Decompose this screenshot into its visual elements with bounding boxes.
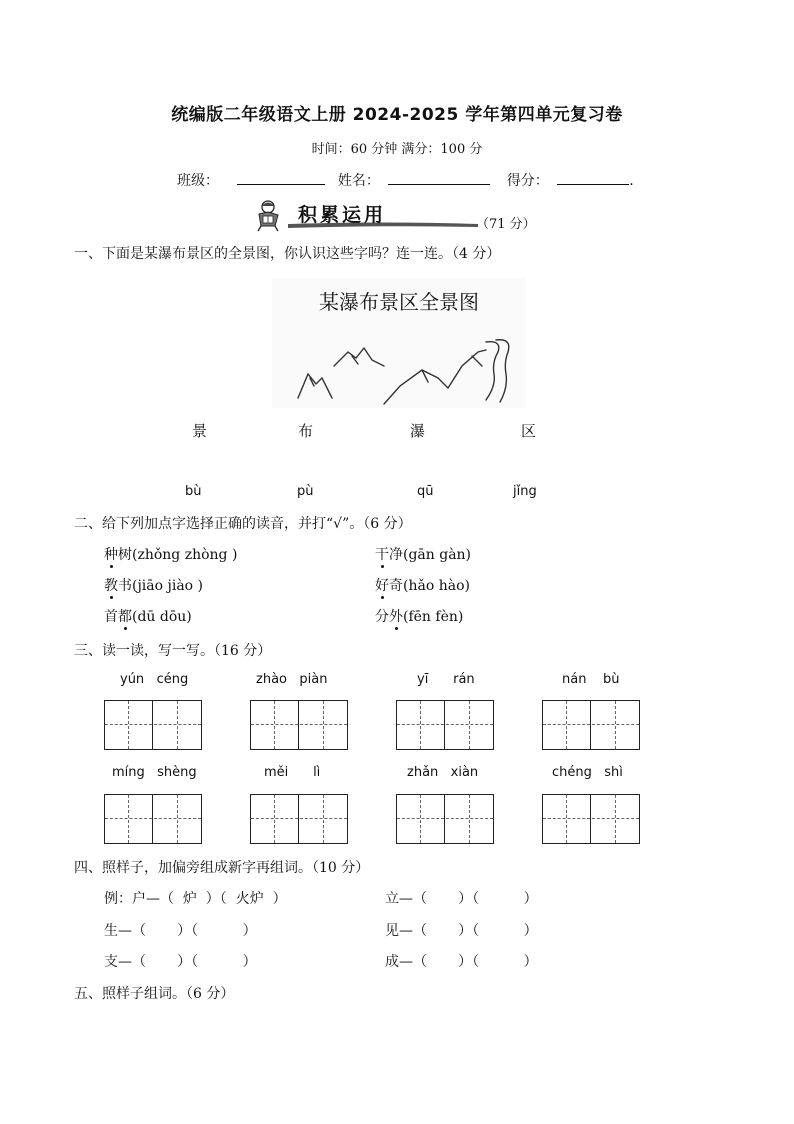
q2-item-6[interactable]: 分外(fēn fèn)	[375, 609, 464, 625]
mountain-landscape-icon	[272, 326, 526, 416]
q2-prompt: 二、给下列加点字选择正确的读音，并打“√”。（6 分）	[74, 516, 412, 532]
class-label: 班级：	[177, 173, 219, 189]
q2-item-1[interactable]: 种树(zhǒng zhòng )	[104, 547, 238, 563]
panorama-title: 某瀑布景区全景图	[319, 292, 479, 314]
writing-grid[interactable]	[104, 700, 202, 750]
q1-prompt: 一、下面是某瀑布景区的全景图，你认识这些字吗？连一连。（4 分）	[74, 246, 501, 262]
q3-pinyin-r2-4: chéng shì	[552, 765, 623, 780]
page-title: 统编版二年级语文上册 2024-2025 学年第四单元复习卷	[171, 105, 623, 125]
q3-pinyin-r1-3: yī rán	[417, 672, 475, 687]
name-field[interactable]	[388, 170, 490, 185]
dotted-char: 外	[389, 609, 403, 625]
q1-char-4[interactable]: 区	[521, 422, 537, 440]
q1-char-2[interactable]: 布	[298, 422, 314, 440]
exam-time-score: 时间：60 分钟 满分：100 分	[311, 142, 483, 157]
q2-item-4[interactable]: 好奇(hǎo hào)	[375, 578, 470, 594]
q3-pinyin-r2-1: míng shèng	[112, 765, 197, 780]
dotted-char: 种	[104, 547, 118, 563]
dotted-char: 教	[104, 578, 118, 594]
q2-item-2[interactable]: 干净(gān gàn)	[375, 547, 472, 563]
q1-pinyin-1[interactable]: bù	[185, 484, 202, 499]
score-label: 得分：	[506, 173, 549, 189]
q1-pinyin-4[interactable]: jǐng	[513, 484, 537, 499]
writing-grid[interactable]	[250, 700, 348, 750]
q1-pinyin-2[interactable]: pù	[297, 484, 314, 499]
scenic-panorama	[272, 278, 526, 408]
section-score: （71 分）	[476, 217, 536, 232]
dotted-char: 都	[118, 609, 132, 625]
section-banner	[248, 198, 548, 232]
end-mark: .	[629, 173, 634, 189]
score-field[interactable]	[557, 170, 629, 185]
q4-item-sheng[interactable]: 生—（ ）（ ）	[104, 923, 257, 939]
q1-pinyin-3[interactable]: qū	[417, 484, 434, 499]
student-info-line	[177, 170, 634, 190]
name-label: 姓名：	[337, 173, 380, 189]
writing-grid[interactable]	[250, 794, 348, 844]
q1-char-1[interactable]: 景	[192, 422, 208, 440]
q3-pinyin-r2-2: měi lì	[264, 765, 321, 780]
q4-item-li[interactable]: 立—（ ）（ ）	[385, 891, 538, 907]
q3-pinyin-r2-3: zhǎn xiàn	[407, 765, 479, 780]
class-field[interactable]	[237, 170, 325, 185]
writing-grid[interactable]	[542, 700, 640, 750]
q5-prompt: 五、照样子组词。（6 分）	[74, 986, 235, 1002]
q3-prompt: 三、读一读，写一写。（16 分）	[74, 643, 272, 659]
q3-pinyin-r1-1: yún céng	[120, 672, 189, 687]
q2-item-3[interactable]: 教书(jiāo jiào )	[104, 578, 204, 594]
writing-grid[interactable]	[104, 794, 202, 844]
q1-char-3[interactable]: 瀑	[410, 422, 426, 440]
q3-pinyin-r1-2: zhào piàn	[256, 672, 328, 687]
q4-item-zhi[interactable]: 支—（ ）（ ）	[104, 954, 257, 970]
writing-grid[interactable]	[396, 700, 494, 750]
q4-item-jian[interactable]: 见—（ ）（ ）	[385, 923, 538, 939]
dotted-char: 干	[375, 547, 389, 563]
writing-grid[interactable]	[542, 794, 640, 844]
writing-grid[interactable]	[396, 794, 494, 844]
q3-pinyin-r1-4: nán bù	[562, 672, 620, 687]
q4-item-cheng[interactable]: 成—（ ）（ ）	[385, 954, 538, 970]
q4-example: 例：户—（ 炉 ）（ 火炉 ）	[104, 891, 287, 907]
q2-item-5[interactable]: 首都(dū dōu)	[104, 609, 192, 625]
dotted-char: 好	[375, 578, 389, 594]
section-title: 积累运用	[298, 204, 387, 226]
q4-prompt: 四、照样子，加偏旁组成新字再组词。（10 分）	[74, 860, 370, 876]
